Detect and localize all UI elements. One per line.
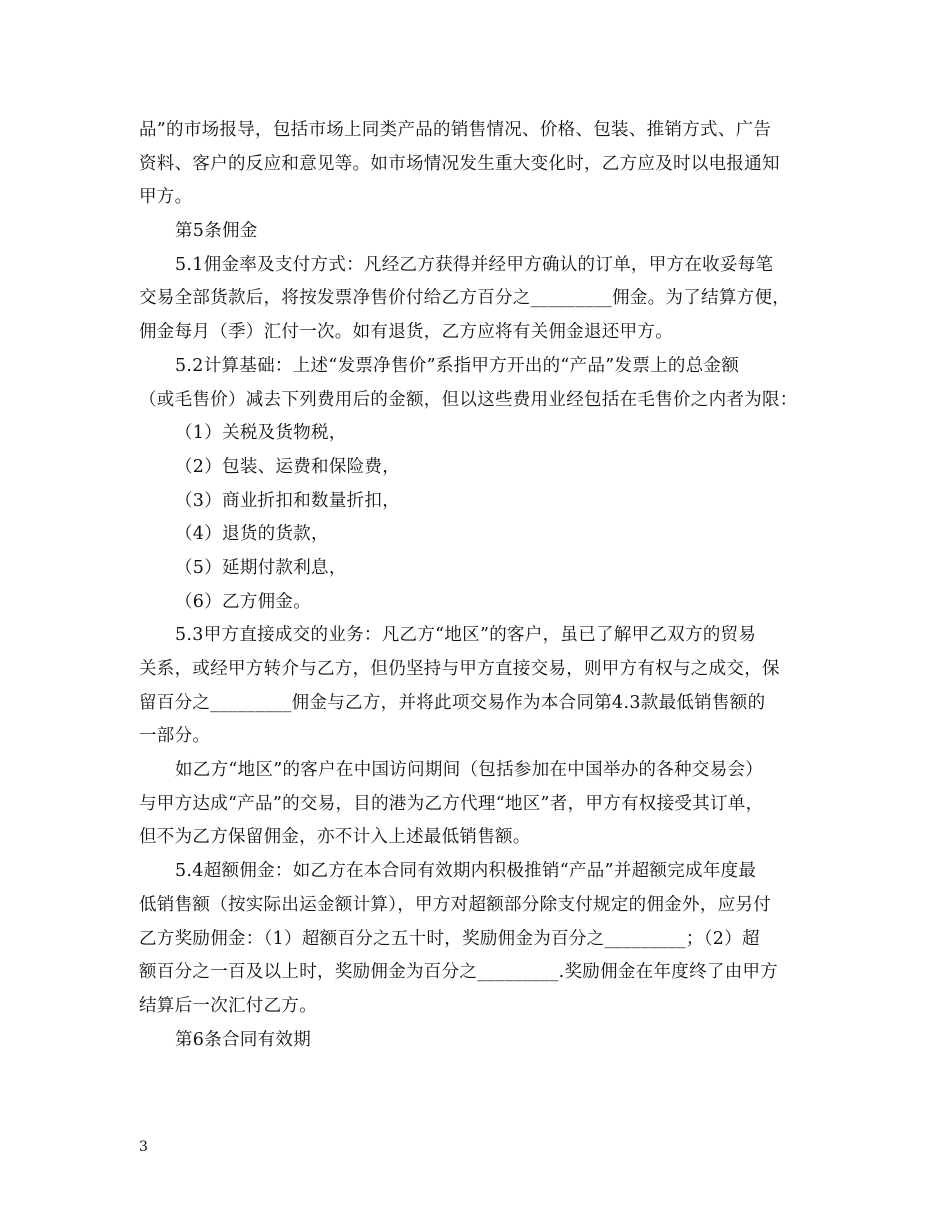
clause-5-2-line: （或毛售价）减去下列费用后的金额，但以这些费用业经包括在毛售价之内者为限： — [139, 389, 798, 410]
article-6-heading: 第6条合同有效期 — [175, 1029, 312, 1050]
clause-5-1-line: 佣金每月（季）汇付一次。如有退货，乙方应将有关佣金退还甲方。 — [139, 322, 673, 343]
contract-body-text — [139, 114, 819, 1057]
clause-5-4-line: 低销售额（按实际出运金额计算），甲方对超额部分除支付规定的佣金外，应另付 — [139, 894, 772, 915]
page-number: 3 — [139, 1139, 148, 1155]
clause-5-1-line: 交易全部货款后，将按发票净售价付给乙方百分之_________佣金。为了结算方便， — [139, 288, 791, 309]
clause-5-1-line: 5.1佣金率及支付方式：凡经乙方获得并经甲方确认的订单，甲方在收妥每笔 — [175, 254, 774, 275]
clause-5-2-line: 5.2计算基础：上述“发票净售价”系指甲方开出的“产品”发票上的总金额 — [175, 355, 740, 376]
deduction-item: （6）乙方佣金。 — [175, 591, 312, 612]
paragraph-line: 但不为乙方保留佣金，亦不计入上述最低销售额。 — [139, 827, 531, 848]
paragraph-line: 与甲方达成“产品”的交易，目的港为乙方代理“地区”者，甲方有权接受其订单， — [139, 793, 764, 814]
clause-5-3-line: 留百分之_________佣金与乙方，并将此项交易作为本合同第4.3款最低销售额的 — [139, 692, 766, 713]
clause-5-4-line: 乙方奖励佣金：（1）超额百分之五十时，奖励佣金为百分之_________；（2）超 — [139, 928, 760, 949]
clause-5-3-line: 一部分。 — [139, 726, 211, 747]
body-line: 品”的市场报导，包括市场上同类产品的销售情况、价格、包装、推销方式、广告 — [139, 120, 772, 140]
body-line: 资料、客户的反应和意见等。如市场情况发生重大变化时，乙方应及时以电报通知 — [139, 153, 780, 174]
clause-5-4-line: 结算后一次汇付乙方。 — [139, 995, 317, 1016]
clause-5-3-line: 5.3甲方直接成交的业务：凡乙方“地区”的客户，虽已了解甲乙双方的贸易 — [175, 625, 757, 646]
deduction-item: （1）关税及货物税， — [175, 423, 347, 444]
body-line: 甲方。 — [139, 187, 193, 208]
clause-5-3-line: 关系，或经甲方转介与乙方，但仍坚持与甲方直接交易，则甲方有权与之成交，保 — [139, 659, 780, 679]
deduction-item: （4）退货的货款， — [175, 524, 329, 545]
deduction-item: （5）延期付款利息， — [175, 557, 347, 578]
clause-5-4-line: 5.4超额佣金：如乙方在本合同有效期内积极推销“产品”并超额完成年度最 — [175, 861, 757, 882]
paragraph-line: 如乙方“地区”的客户在中国访问期间（包括参加在中国举办的各种交易会） — [175, 760, 764, 781]
clause-5-4-line: 额百分之一百及以上时，奖励佣金为百分之_________.奖励佣金在年度终了由甲方 — [139, 962, 779, 983]
article-5-heading: 第5条佣金 — [175, 221, 258, 242]
deduction-item: （2）包装、运费和保险费， — [175, 456, 401, 477]
deduction-item: （3）商业折扣和数量折扣， — [175, 490, 401, 511]
